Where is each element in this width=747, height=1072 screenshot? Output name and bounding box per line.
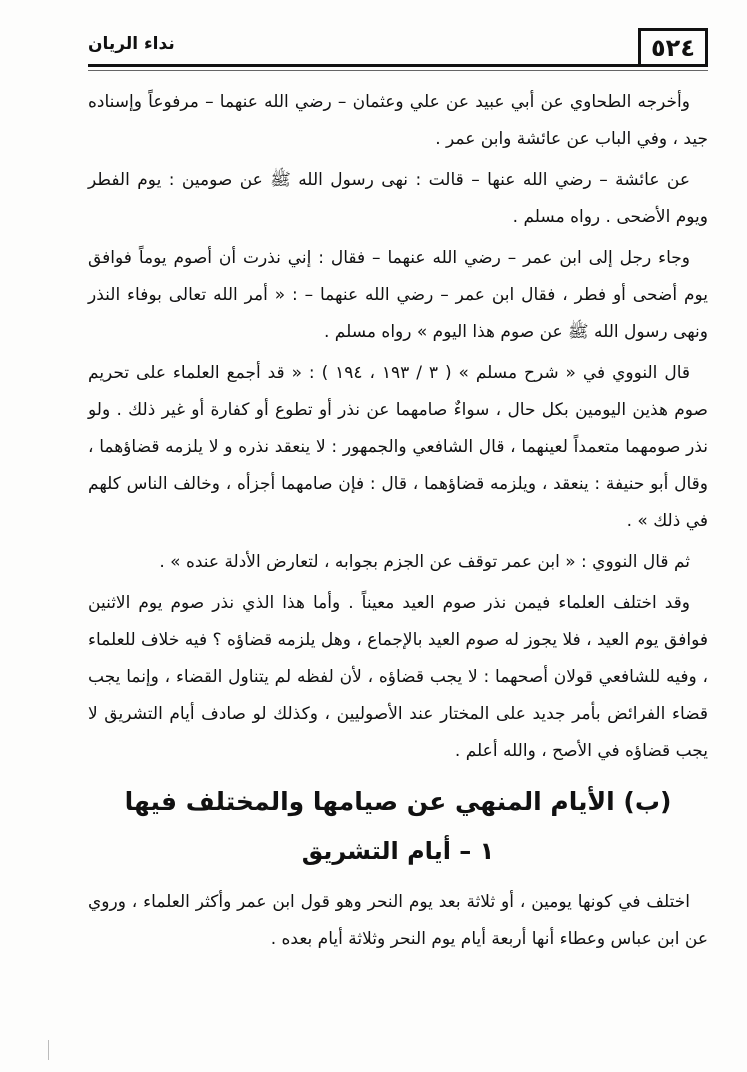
subsection-heading: ١ – أيام التشريق [301, 837, 495, 865]
paragraph-tashriq: اختلف في كونها يومين ، أو ثلاثة بعد يوم النحر وهو قول ابن عمر وأكثر العلماء ، وروي عن ابن عباس وعطاء أنها أربعة أيام يوم النحر وثلاثة أيام بعده . [88, 892, 708, 949]
running-title: نداء الريان [88, 34, 175, 54]
header-rule [88, 64, 708, 67]
page-number: ٥٢٤ [638, 28, 708, 64]
paragraph-aisha-hadith: عن عائشة – رضي الله عنها – قالت : نهى رسول الله ﷺ عن صومين : يوم الفطر ويوم الأضحى . رواه مسلم . [88, 170, 708, 227]
paragraph-ibn-umar-hadith: وجاء رجل إلى ابن عمر – رضي الله عنهما – فقال : إني نذرت أن أصوم يوماً فوافق يوم أضحى أو فطر ، فقال ابن عمر – رضي الله عنهما – : « أمر الله تعالى بوفاء النذر ونهى رسول الله ﷺ عن صوم هذا اليوم » رواه مسلم . [88, 248, 708, 342]
paragraph-tahawi: وأخرجه الطحاوي عن أبي عبيد عن علي وعثمان – رضي الله عنهما – مرفوعاً وإسناده جيد ، وفي الباب عن عائشة وابن عمر . [88, 92, 708, 149]
paragraph-nawawi-quote: قال النووي في « شرح مسلم » ( ٣ / ١٩٣ ، ١٩٤ ) : « قد أجمع العلماء على تحريم صوم هذين اليومين بكل حال ، سواءٌ صامهما عن نذر أو تطوع أو كفارة أو غير ذلك . ولو نذر صومهما متعمداً لعينهما ، قال الشافعي والجمهور : لا ينعقد نذره و لا يلزمه قضاؤهما ، وقال أبو حنيفة : ينعقد ، ويلزمه قضاؤهما ، قال : فإن صامهما أجزأه ، وخالف الناس كلهم في ذلك » . [88, 363, 708, 531]
page-header [88, 28, 708, 68]
section-heading: (ب) الأيام المنهي عن صيامها والمختلف فيها [124, 787, 672, 816]
paragraph-scholars-disagreement: وقد اختلف العلماء فيمن نذر صوم العيد معيناً . وأما هذا الذي نذر صوم يوم الاثنين فوافق يوم العيد ، فلا يجوز له صوم العيد بالإجماع ، وهل يلزمه قضاؤه ؟ فيه خلاف للعلماء ، وفيه للشافعي قولان أصحهما : لا يجب قضاؤه ، لأن لفظه لم يتناول القضاء ، وإنما يجب قضاء الفرائض بأمر جديد على المختار عند الأصوليين ، وكذلك لو صادف أيام التشريق لا يجب قضاؤه في الأصح ، والله أعلم . [88, 593, 708, 761]
paragraph-nawawi-ibn-umar: ثم قال النووي : « ابن عمر توقف عن الجزم بجوابه ، لتعارض الأدلة عنده » . [159, 552, 690, 572]
scan-margin-mark [48, 1040, 49, 1060]
header-rule-thin [88, 70, 708, 71]
page-body [88, 84, 708, 962]
